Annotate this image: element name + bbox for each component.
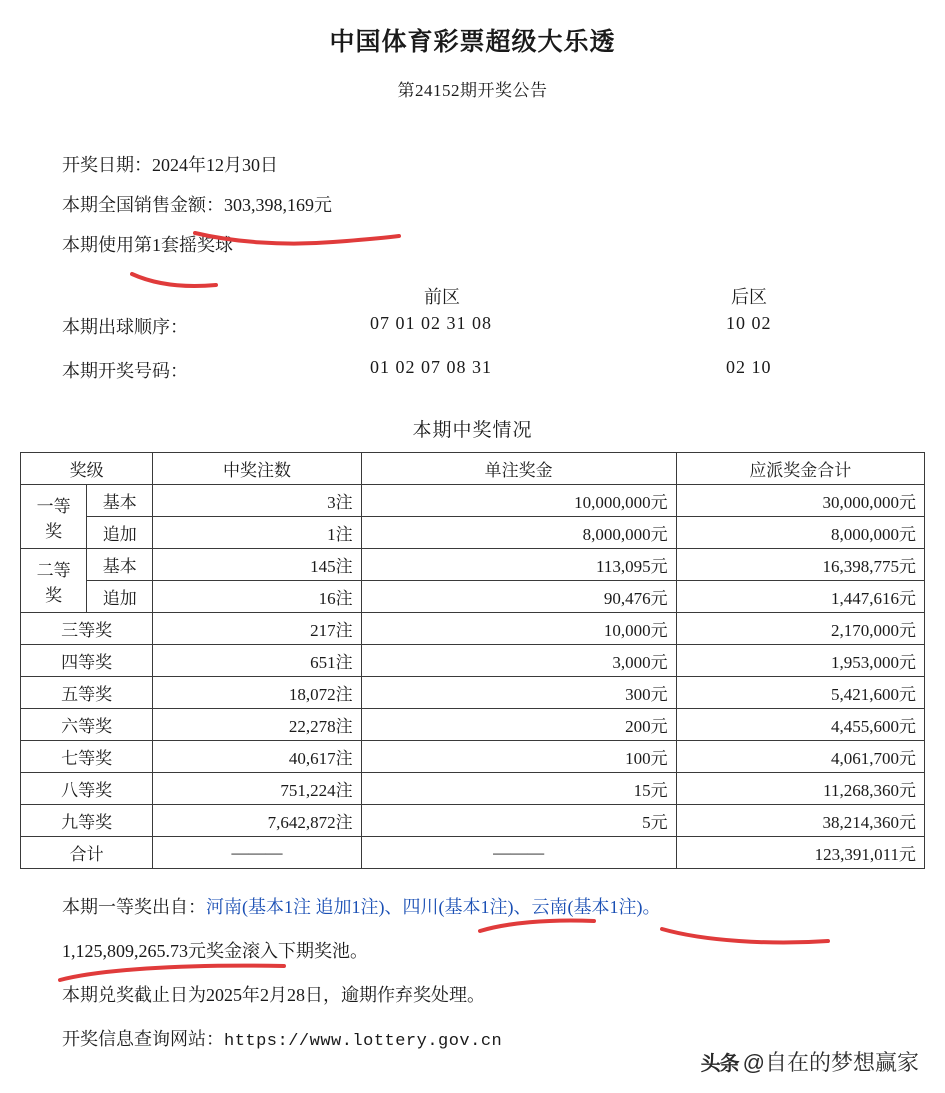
- deadline-row: [62, 973, 945, 1017]
- deadline-text: 本期兑奖截止日为2025年2月28日，逾期作弃奖处理。: [62, 985, 485, 1005]
- table-row: [21, 581, 925, 613]
- each-cell: 3,000元: [361, 645, 676, 677]
- each-cell: 90,476元: [361, 581, 676, 613]
- total-cell: 8,000,000元: [676, 517, 924, 549]
- table-row: [21, 485, 925, 517]
- winning-numbers-front: 01 02 07 08 31: [370, 357, 492, 377]
- total-cell: 1,447,616元: [676, 581, 924, 613]
- level-first-prize: 一等奖: [21, 485, 87, 549]
- table-row: [21, 517, 925, 549]
- table-row: [21, 645, 925, 677]
- count-cell: 145注: [153, 549, 361, 581]
- level-fourth-prize: 四等奖: [21, 645, 153, 677]
- sales-amount-row: [62, 185, 945, 225]
- table-row: [21, 549, 925, 581]
- sales-amount-label: 本期全国销售金额：: [62, 195, 224, 215]
- count-cell: 22,278注: [153, 709, 361, 741]
- sub-additional: 追加: [87, 581, 153, 613]
- rollover-text: 1,125,809,265.73元奖金滚入下期奖池。: [62, 941, 368, 961]
- total-cell: 16,398,775元: [676, 549, 924, 581]
- table-row: [21, 805, 925, 837]
- sub-additional: 追加: [87, 517, 153, 549]
- each-cell: ———: [361, 837, 676, 869]
- ball-order-label: 本期出球顺序：: [62, 317, 188, 337]
- level-seventh-prize: 七等奖: [21, 741, 153, 773]
- level-sum: 合计: [21, 837, 153, 869]
- total-cell: 5,421,600元: [676, 677, 924, 709]
- lottery-announcement-page: [0, 22, 945, 1093]
- machine-set-row: [62, 225, 945, 265]
- table-row: [21, 709, 925, 741]
- draw-date-label: 开奖日期：: [62, 155, 152, 175]
- winning-numbers-label: 本期开奖号码：: [62, 361, 188, 381]
- total-cell: 38,214,360元: [676, 805, 924, 837]
- back-zone-label: 后区: [731, 287, 767, 307]
- total-cell: 123,391,011元: [676, 837, 924, 869]
- table-row: [21, 613, 925, 645]
- total-cell: 4,061,700元: [676, 741, 924, 773]
- ball-order-row: [0, 313, 945, 357]
- total-cell: 4,455,600元: [676, 709, 924, 741]
- first-prize-origin-label: 本期一等奖出自：: [62, 897, 206, 917]
- draw-date-row: [62, 145, 945, 185]
- website-label: 开奖信息查询网站：: [62, 1029, 224, 1049]
- info-block: [0, 145, 945, 265]
- rollover-row: [62, 929, 945, 973]
- header-level: 奖级: [21, 453, 153, 485]
- count-cell: 7,642,872注: [153, 805, 361, 837]
- draw-date-value: 2024年12月30日: [152, 155, 278, 175]
- prize-table: [20, 452, 925, 869]
- count-cell: 16注: [153, 581, 361, 613]
- table-row: [21, 677, 925, 709]
- sub-basic: 基本: [87, 485, 153, 517]
- page-title: 中国体育彩票超级大乐透: [329, 29, 616, 56]
- each-cell: 15元: [361, 773, 676, 805]
- winning-numbers-back: 02 10: [726, 357, 772, 377]
- header-total: 应派奖金合计: [676, 453, 924, 485]
- watermark-text: @自在的梦想赢家: [742, 1050, 919, 1075]
- table-row-total: [21, 837, 925, 869]
- sales-amount-value: 303,398,169元: [224, 195, 332, 215]
- count-cell: 40,617注: [153, 741, 361, 773]
- notes-block: [0, 885, 945, 1064]
- sub-basic: 基本: [87, 549, 153, 581]
- winning-numbers-row: [0, 357, 945, 401]
- each-cell: 113,095元: [361, 549, 676, 581]
- zone-headers: [0, 283, 945, 313]
- header-count: 中奖注数: [153, 453, 361, 485]
- level-eighth-prize: 八等奖: [21, 773, 153, 805]
- count-cell: 751,224注: [153, 773, 361, 805]
- page-subtitle: 第24152期开奖公告: [397, 81, 548, 100]
- front-zone-label: 前区: [424, 287, 460, 307]
- header-each: 单注奖金: [361, 453, 676, 485]
- count-cell: 3注: [153, 485, 361, 517]
- each-cell: 5元: [361, 805, 676, 837]
- total-cell: 30,000,000元: [676, 485, 924, 517]
- ball-order-back: 10 02: [726, 313, 772, 333]
- count-cell: 1注: [153, 517, 361, 549]
- each-cell: 10,000,000元: [361, 485, 676, 517]
- each-cell: 200元: [361, 709, 676, 741]
- total-cell: 1,953,000元: [676, 645, 924, 677]
- total-cell: 2,170,000元: [676, 613, 924, 645]
- table-header-row: [21, 453, 925, 485]
- count-cell: ———: [153, 837, 361, 869]
- each-cell: 300元: [361, 677, 676, 709]
- machine-set-label: 本期使用第1套摇奖球: [62, 235, 233, 255]
- each-cell: 10,000元: [361, 613, 676, 645]
- level-third-prize: 三等奖: [21, 613, 153, 645]
- first-prize-origin-row: [62, 885, 945, 929]
- each-cell: 8,000,000元: [361, 517, 676, 549]
- level-sixth-prize: 六等奖: [21, 709, 153, 741]
- ball-order-front: 07 01 02 31 08: [370, 313, 492, 333]
- count-cell: 217注: [153, 613, 361, 645]
- total-cell: 11,268,360元: [676, 773, 924, 805]
- prize-table-caption: 本期中奖情况: [412, 420, 533, 441]
- each-cell: 100元: [361, 741, 676, 773]
- table-row: [21, 741, 925, 773]
- watermark: [701, 1046, 919, 1077]
- count-cell: 18,072注: [153, 677, 361, 709]
- website-url[interactable]: https://www.lottery.gov.cn: [224, 1032, 503, 1051]
- watermark-logo: 头条: [700, 1053, 739, 1075]
- first-prize-origin-regions: 河南(基本1注 追加1注)、四川(基本1注)、云南(基本1注)。: [206, 897, 661, 917]
- level-fifth-prize: 五等奖: [21, 677, 153, 709]
- level-second-prize: 二等奖: [21, 549, 87, 613]
- level-ninth-prize: 九等奖: [21, 805, 153, 837]
- table-row: [21, 773, 925, 805]
- count-cell: 651注: [153, 645, 361, 677]
